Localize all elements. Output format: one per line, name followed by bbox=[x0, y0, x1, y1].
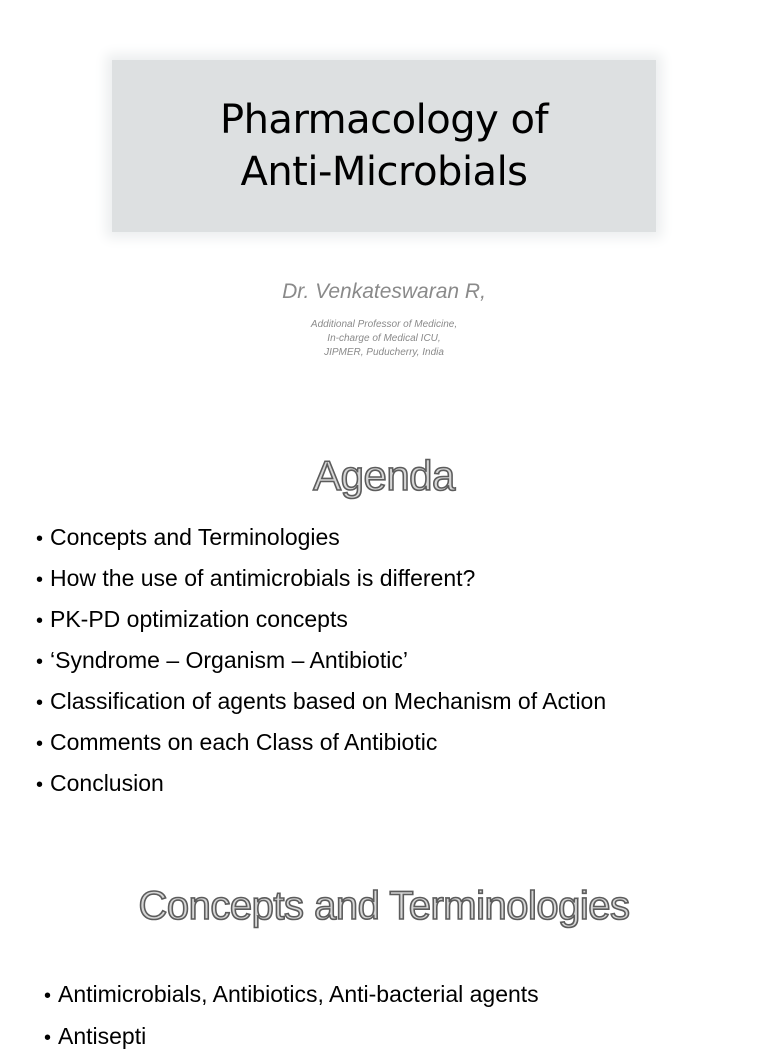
agenda-item-text: Concepts and Terminologies bbox=[50, 524, 340, 550]
concepts-item-text: Antisepti bbox=[58, 1023, 147, 1049]
affiliation-line: JIPMER, Puducherry, India bbox=[324, 347, 444, 358]
list-item bbox=[44, 974, 539, 1016]
list-item bbox=[36, 641, 606, 682]
affiliation-line: Additional Professor of Medicine, bbox=[310, 319, 458, 330]
bullet-icon: • bbox=[36, 528, 44, 550]
list-item bbox=[36, 723, 606, 764]
concepts-list bbox=[44, 974, 539, 1058]
concepts-item-text: Antimicrobials, Antibiotics, Anti-bacterial agents bbox=[58, 981, 539, 1007]
title-slide bbox=[0, 0, 768, 430]
bullet-icon: • bbox=[36, 569, 44, 591]
list-item bbox=[36, 559, 606, 600]
concepts-heading: Concepts and Terminologies bbox=[138, 884, 630, 928]
bullet-icon: • bbox=[36, 610, 44, 632]
author-name: Dr. Venkateswaran R, bbox=[282, 280, 486, 303]
list-item bbox=[44, 1016, 539, 1058]
agenda-item-text: ‘Syndrome – Organism – Antibiotic’ bbox=[50, 647, 408, 673]
agenda-item-text: Comments on each Class of Antibiotic bbox=[50, 729, 438, 755]
title-box bbox=[112, 60, 656, 232]
agenda-heading: Agenda bbox=[313, 452, 455, 499]
bullet-icon: • bbox=[44, 1027, 52, 1049]
bullet-icon: • bbox=[36, 692, 44, 714]
list-item bbox=[36, 682, 606, 723]
agenda-item-text: Conclusion bbox=[50, 770, 164, 796]
agenda-list bbox=[36, 518, 606, 805]
agenda-item-text: Classification of agents based on Mechanism of Action bbox=[50, 688, 607, 714]
list-item bbox=[36, 764, 606, 805]
list-item bbox=[36, 518, 606, 559]
bullet-icon: • bbox=[36, 651, 44, 673]
title-line-1: Pharmacology of bbox=[219, 97, 549, 143]
author-affiliation bbox=[0, 318, 768, 360]
list-item bbox=[36, 600, 606, 641]
bullet-icon: • bbox=[36, 733, 44, 755]
bullet-icon: • bbox=[44, 985, 52, 1007]
bullet-icon: • bbox=[36, 774, 44, 796]
title-line-2: Anti-Microbials bbox=[240, 149, 528, 195]
agenda-item-text: PK-PD optimization concepts bbox=[50, 606, 348, 632]
agenda-item-text: How the use of antimicrobials is different? bbox=[50, 565, 476, 591]
affiliation-line: In-charge of Medical ICU, bbox=[327, 333, 441, 344]
